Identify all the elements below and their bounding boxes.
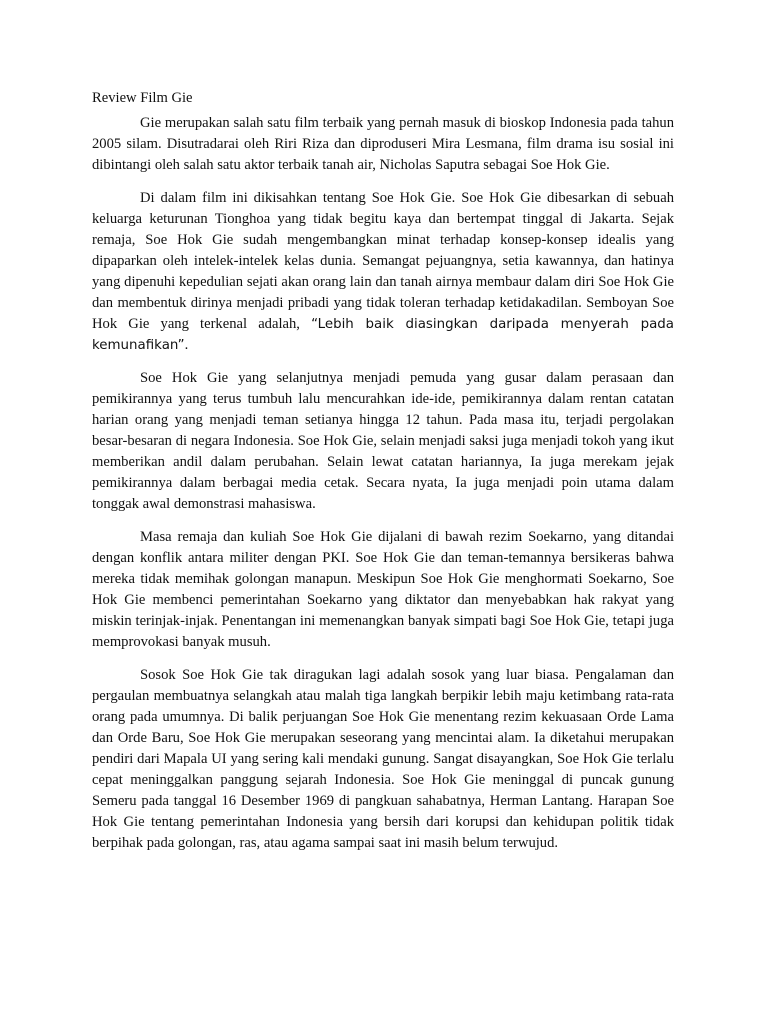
paragraph-soekarno-era: Masa remaja dan kuliah Soe Hok Gie dijalani di bawah rezim Soekarno, yang ditandai dengan konflik antara militer dengan PKI. Soe Hok Gie dan teman-temannya bersikeras bahwa mereka tidak memihak golongan manapun. Meskipun Soe Hok Gie menghormati Soekarno, Soe Hok Gie membenci pemerintahan Soekarno yang diktator dan menyebabkan hak rakyat yang miskin terinjak-injak. Penentangan ini memenangkan banyak simpati bagi Soe Hok Gie, tetapi juga memprovokasi banyak musuh.	[92, 529, 674, 650]
paragraph-story-end: .	[184, 337, 189, 353]
motto-quote: “Lebih baik diasingkan daripada menyerah pada kemunafikan”	[92, 317, 674, 353]
paragraph-youth: Soe Hok Gie yang selanjutnya menjadi pemuda yang gusar dalam perasaan dan pemikirannya yang terus tumbuh lalu mencurahkan ide-ide, pemikirannya dalam rentan catatan harian orang yang menjadi teman setianya hingga 12 tahun. Pada masa itu, terjadi pergolakan besar-besaran di negara Indonesia. Soe Hok Gie, selain menjadi saksi juga menjadi tokoh yang ikut memberikan andil dalam perubahan. Selain lewat catatan hariannya, Ia juga merekam jejak pemikirannya dalam berbagai media cetak. Secara nyata, Ia juga menjadi poin utama dalam tonggak awal demonstrasi mahasiswa.	[92, 370, 674, 512]
document-page	[92, 88, 674, 866]
paragraph-legacy: Sosok Soe Hok Gie tak diragukan lagi adalah sosok yang luar biasa. Pengalaman dan pergaulan membuatnya selangkah atau malah tiga langkah berpikir lebih maju ketimbang rata-rata orang pada umumnya. Di balik perjuangan Soe Hok Gie menentang rezim kekuasaan Orde Lama dan Orde Baru, Soe Hok Gie merupakan seseorang yang mencintai alam. Ia diketahui merupakan pendiri dari Mapala UI yang sering kali mendaki gunung. Sangat disayangkan, Soe Hok Gie terlalu cepat meninggalkan panggung sejarah Indonesia. Soe Hok Gie meninggal di puncak gunung Semeru pada tanggal 16 Desember 1969 di pangkuan sahabatnya, Herman Lantang. Harapan Soe Hok Gie tentang pemerintahan Indonesia yang bersih dari korupsi dan kehidupan politik tidak berpihak pada golongan, ras, atau agama sampai saat ini masih belum terwujud.	[92, 667, 674, 851]
paragraph-story	[92, 188, 674, 356]
document-title: Review Film Gie	[92, 90, 193, 106]
paragraph-story-text: Di dalam film ini dikisahkan tentang Soe Hok Gie. Soe Hok Gie dibesarkan di sebuah keluarga keturunan Tionghoa yang tidak begitu kaya dan bertempat tinggal di Jakarta. Sejak remaja, Soe Hok Gie sudah mengembangkan minat terhadap konsep-konsep idealis yang dipaparkan oleh intelek-intelek kelas dunia. Semangat pejuangnya, setia kawannya, dan hatinya yang dipenuhi kepedulian sejati akan orang lain dan tanah airnya membaur dalam diri Soe Hok Gie dan membentuk dirinya menjadi pribadi yang tidak toleran terhadap ketidakadilan. Semboyan Soe Hok Gie yang terkenal adalah,	[92, 190, 674, 332]
paragraph-intro: Gie merupakan salah satu film terbaik yang pernah masuk di bioskop Indonesia pada tahun 2005 silam. Disutradarai oleh Riri Riza dan diproduseri Mira Lesmana, film drama isu sosial ini dibintangi oleh salah satu aktor terbaik tanah air, Nicholas Saputra sebagai Soe Hok Gie.	[92, 115, 674, 173]
